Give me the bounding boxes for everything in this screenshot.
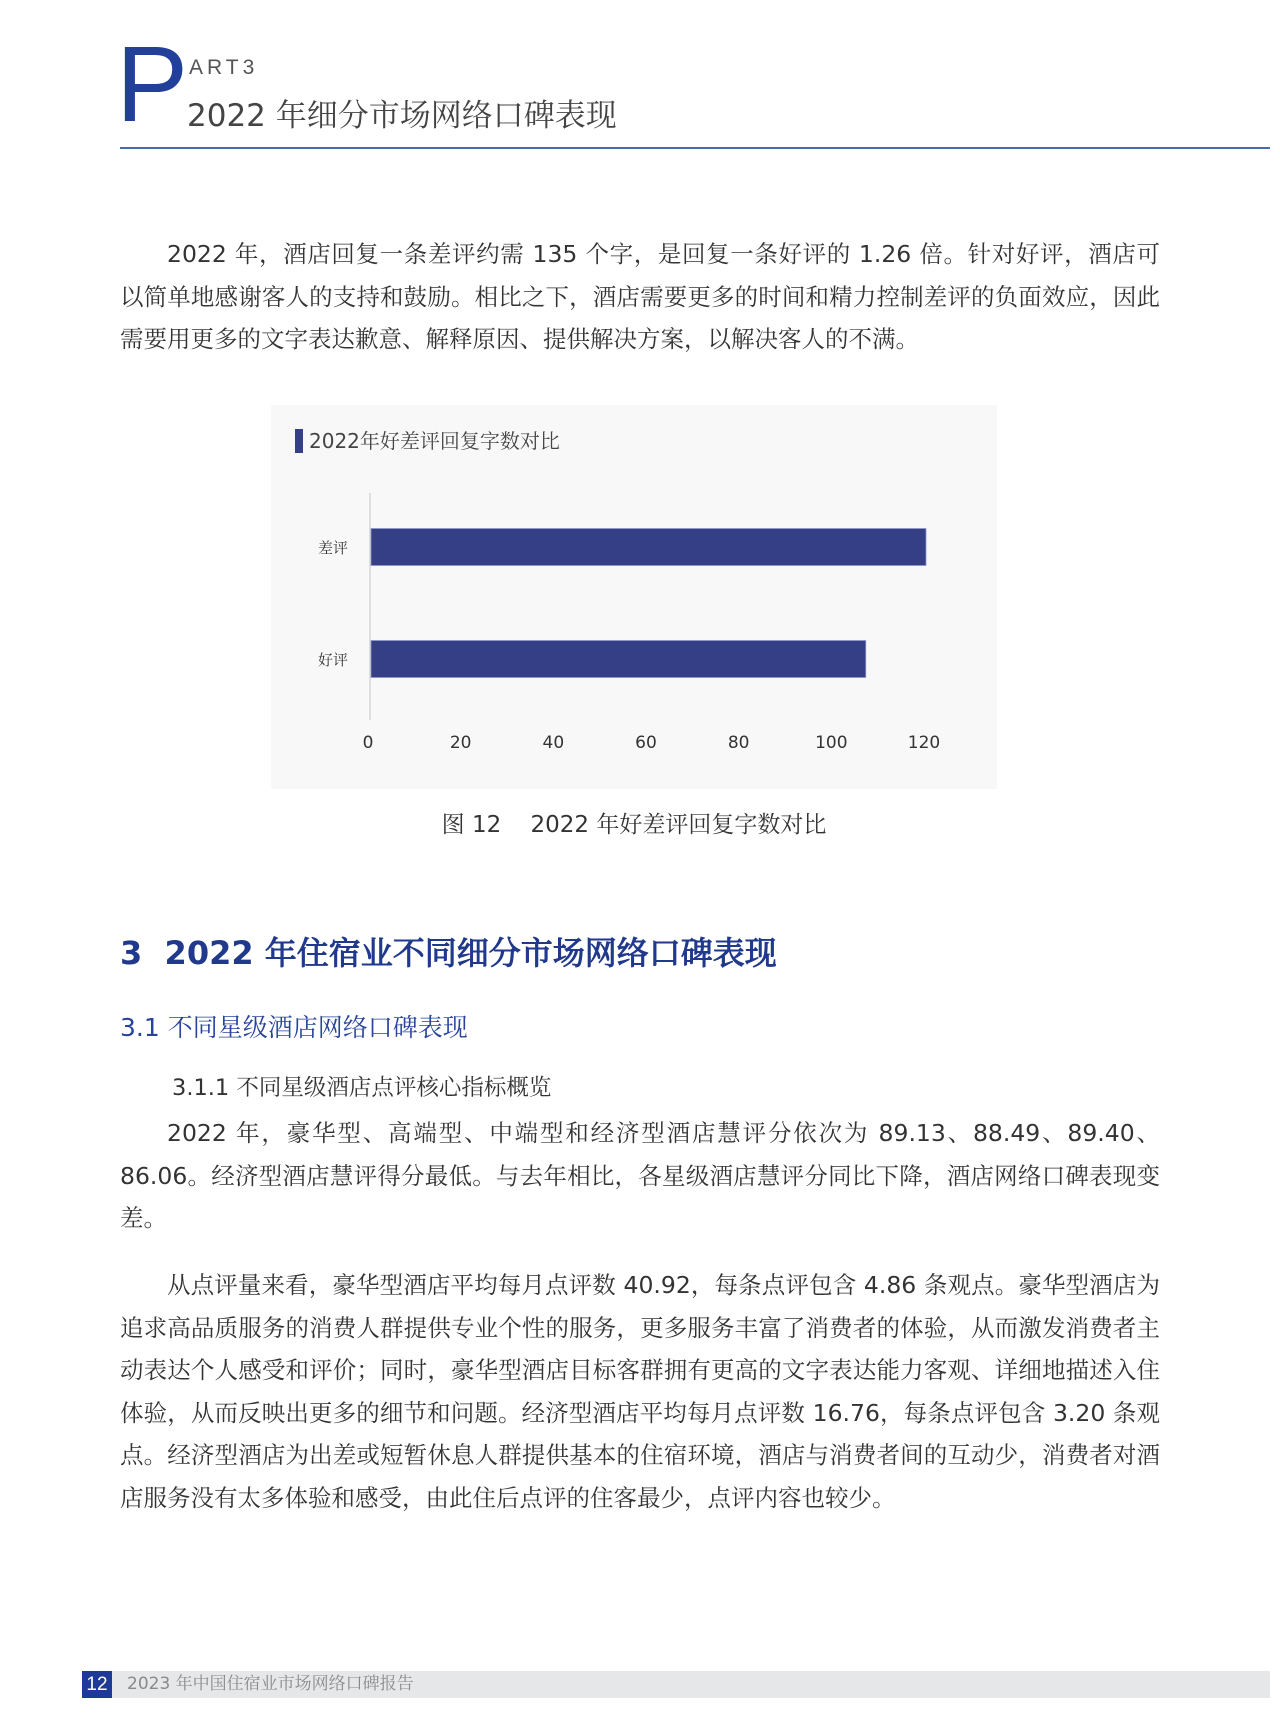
bar-positive-review xyxy=(371,641,866,678)
footer-report-title: 2023 年中国住宿业市场网络口碑报告 xyxy=(127,1674,414,1694)
part-big-letter: P xyxy=(116,23,187,144)
section-heading: 3 2022 年住宿业不同细分市场网络口碑表现 xyxy=(120,934,777,972)
section-text-2 xyxy=(120,1264,1160,1520)
category-label: 差评 xyxy=(317,539,348,557)
page-number: 12 xyxy=(82,1671,112,1698)
bar-chart xyxy=(271,405,997,789)
subsection-heading: 3.1 不同星级酒店网络口碑表现 xyxy=(120,1013,468,1042)
chart-panel xyxy=(271,405,997,789)
x-tick-label: 100 xyxy=(815,733,848,753)
x-tick-label: 0 xyxy=(362,733,374,753)
paragraph: 2022 年，豪华型、高端型、中端型和经济型酒店慧评分依次为 89.13、88.49、89.40、86.06。经济型酒店慧评得分最低。与去年相比，各星级酒店慧评分同比下降，酒店网络口碑表现变差。 xyxy=(120,1119,1160,1233)
bar-negative-review xyxy=(371,529,926,566)
x-tick-label: 120 xyxy=(907,733,941,753)
header-divider xyxy=(120,147,1270,149)
x-tick-label: 20 xyxy=(449,733,472,753)
paragraph: 2022 年，酒店回复一条差评约需 135 个字，是回复一条好评的 1.26 倍。针对好评，酒店可以简单地感谢客人的支持和鼓励。相比之下，酒店需要更多的时间和精力控制差评的负面效应，因此需要用更多的文字表达歉意、解释原因、提供解决方案，以解决客人的不满。 xyxy=(120,240,1160,354)
x-tick-label: 80 xyxy=(727,733,750,753)
chart-title: 2022年好差评回复字数对比 xyxy=(309,429,560,453)
category-label: 好评 xyxy=(317,651,348,669)
figure-caption: 图 12 2022 年好差评回复字数对比 xyxy=(441,812,827,838)
x-tick-label: 60 xyxy=(635,733,657,753)
section-text-1 xyxy=(120,1112,1160,1240)
part-label: ART3 xyxy=(189,56,259,79)
page-header-title: 2022 年细分市场网络口碑表现 xyxy=(187,98,617,134)
paragraph: 从点评量来看，豪华型酒店平均每月点评数 40.92，每条点评包含 4.86 条观点。豪华型酒店为追求高品质服务的消费人群提供专业个性的服务，更多服务丰富了消费者的体验，从而激发消费者主动表达个人感受和评价；同时，豪华型酒店目标客群拥有更高的文字表达能力客观、详细地描述入住体验，从而反映出更多的细节和问题。经济型酒店平均每月点评数 16.76，每条点评包含 3.20 条观点。经济型酒店为出差或短暂休息人群提供基本的住宿环境，酒店与消费者间的互动少，消费者对酒店服务没有太多体验和感受，由此住后点评的住客最少，点评内容也较少。 xyxy=(120,1271,1160,1512)
subsubsection-heading: 3.1.1 不同星级酒店点评核心指标概览 xyxy=(172,1075,552,1101)
x-tick-label: 40 xyxy=(542,733,565,753)
intro-text xyxy=(120,233,1160,361)
